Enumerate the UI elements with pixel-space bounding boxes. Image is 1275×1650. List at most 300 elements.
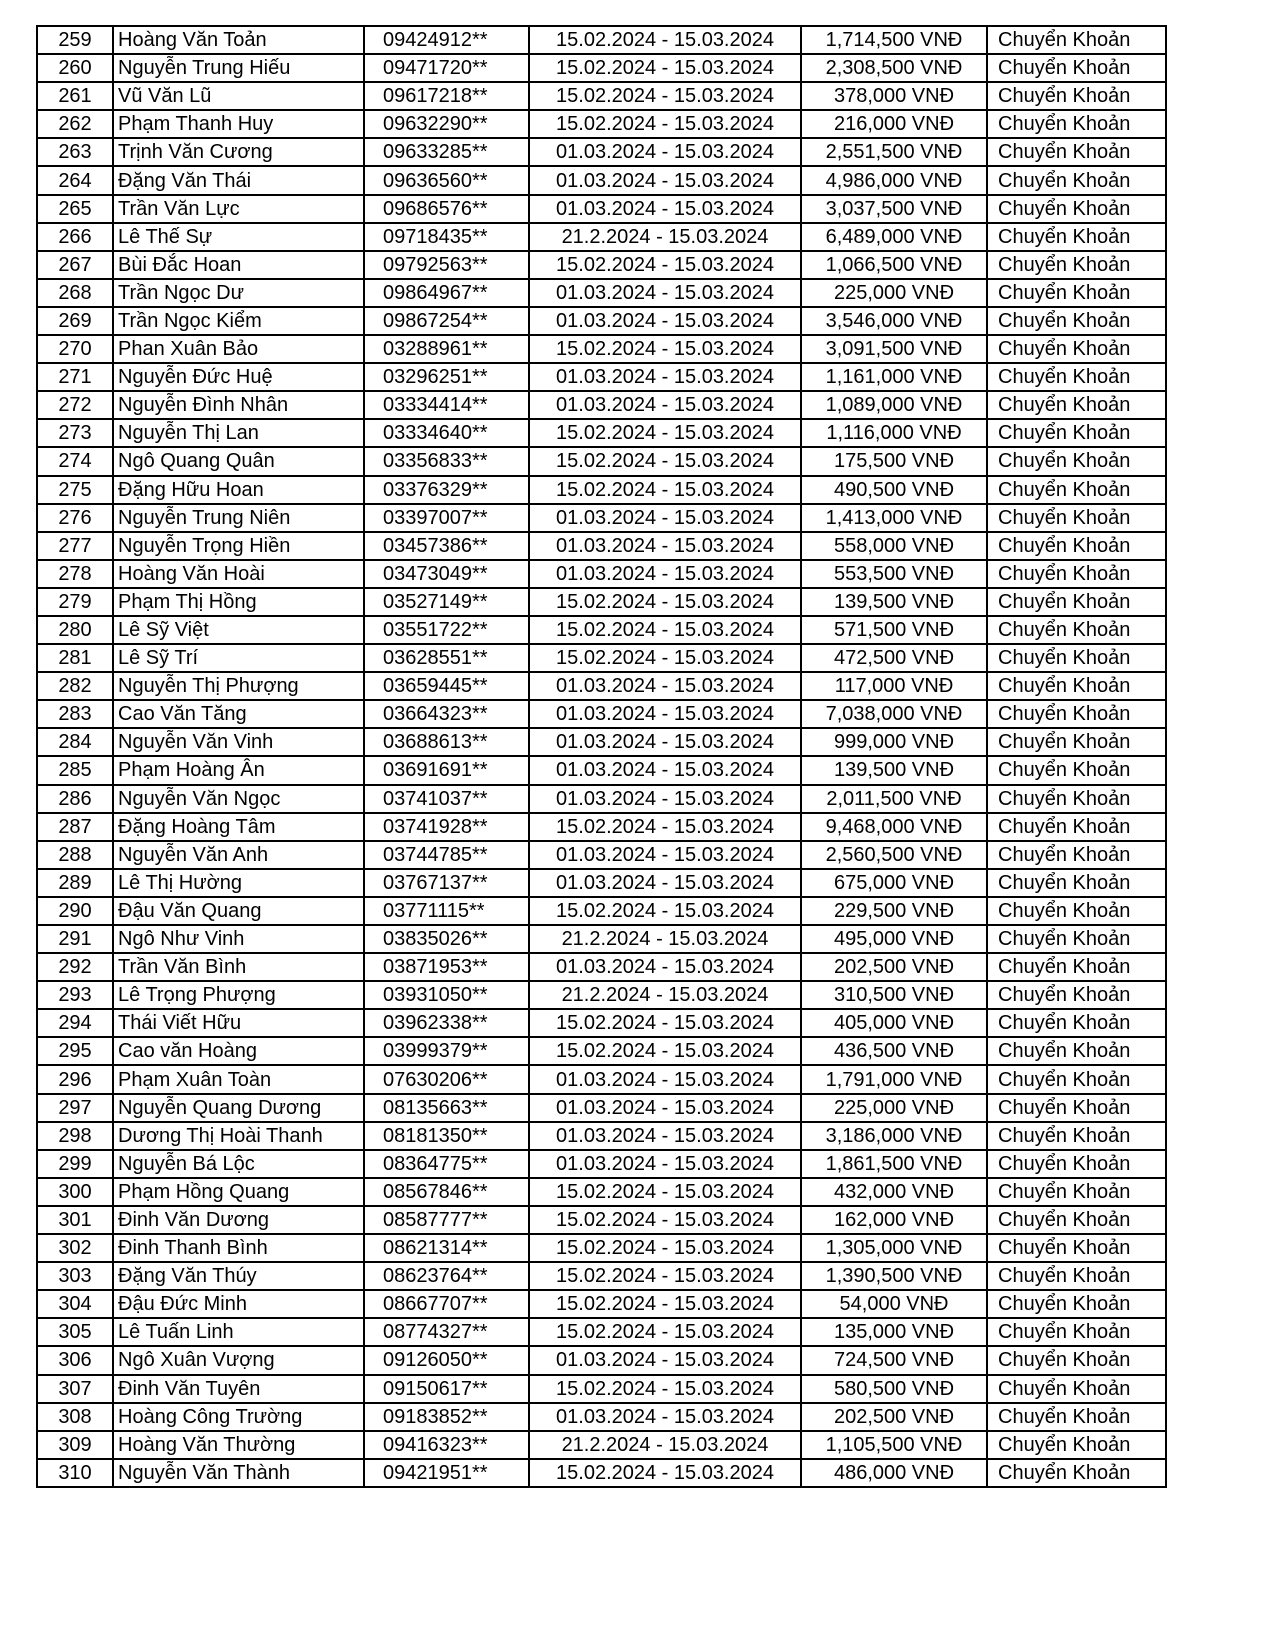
row-number-cell: 260 bbox=[37, 54, 113, 82]
payment-method-cell: Chuyển Khoản bbox=[987, 897, 1166, 925]
phone-cell: 09792563** bbox=[364, 251, 529, 279]
table-row bbox=[37, 195, 1166, 223]
table-row bbox=[37, 1150, 1166, 1178]
table-row bbox=[37, 756, 1166, 784]
payment-method-cell: Chuyển Khoản bbox=[987, 335, 1166, 363]
row-number-cell: 268 bbox=[37, 279, 113, 307]
name-cell: Nguyễn Văn Anh bbox=[113, 841, 364, 869]
row-number-cell: 275 bbox=[37, 476, 113, 504]
amount-cell: 472,500 VNĐ bbox=[801, 644, 987, 672]
amount-cell: 1,161,000 VNĐ bbox=[801, 363, 987, 391]
table-row bbox=[37, 953, 1166, 981]
phone-cell: 09718435** bbox=[364, 223, 529, 251]
payment-method-cell: Chuyển Khoản bbox=[987, 1431, 1166, 1459]
row-number-cell: 271 bbox=[37, 363, 113, 391]
amount-cell: 7,038,000 VNĐ bbox=[801, 700, 987, 728]
period-cell: 15.02.2024 - 15.03.2024 bbox=[529, 1234, 801, 1262]
phone-cell: 09632290** bbox=[364, 110, 529, 138]
table-row bbox=[37, 1094, 1166, 1122]
name-cell: Nguyễn Trọng Hiền bbox=[113, 532, 364, 560]
phone-cell: 03473049** bbox=[364, 560, 529, 588]
table-row bbox=[37, 307, 1166, 335]
amount-cell: 2,551,500 VNĐ bbox=[801, 138, 987, 166]
row-number-cell: 303 bbox=[37, 1262, 113, 1290]
table-row bbox=[37, 1009, 1166, 1037]
name-cell: Phạm Thị Hồng bbox=[113, 588, 364, 616]
amount-cell: 378,000 VNĐ bbox=[801, 82, 987, 110]
table-row bbox=[37, 588, 1166, 616]
table-row bbox=[37, 54, 1166, 82]
phone-cell: 09864967** bbox=[364, 279, 529, 307]
payment-method-cell: Chuyển Khoản bbox=[987, 981, 1166, 1009]
amount-cell: 139,500 VNĐ bbox=[801, 588, 987, 616]
period-cell: 15.02.2024 - 15.03.2024 bbox=[529, 110, 801, 138]
table-row bbox=[37, 138, 1166, 166]
name-cell: Phạm Thanh Huy bbox=[113, 110, 364, 138]
name-cell: Phạm Hồng Quang bbox=[113, 1178, 364, 1206]
row-number-cell: 267 bbox=[37, 251, 113, 279]
period-cell: 01.03.2024 - 15.03.2024 bbox=[529, 363, 801, 391]
payment-method-cell: Chuyển Khoản bbox=[987, 616, 1166, 644]
amount-cell: 1,116,000 VNĐ bbox=[801, 419, 987, 447]
phone-cell: 03376329** bbox=[364, 476, 529, 504]
name-cell: Vũ Văn Lũ bbox=[113, 82, 364, 110]
row-number-cell: 300 bbox=[37, 1178, 113, 1206]
amount-cell: 571,500 VNĐ bbox=[801, 616, 987, 644]
table-row bbox=[37, 925, 1166, 953]
row-number-cell: 278 bbox=[37, 560, 113, 588]
amount-cell: 216,000 VNĐ bbox=[801, 110, 987, 138]
row-number-cell: 261 bbox=[37, 82, 113, 110]
table-row bbox=[37, 560, 1166, 588]
payment-method-cell: Chuyển Khoản bbox=[987, 532, 1166, 560]
table-row bbox=[37, 251, 1166, 279]
phone-cell: 03457386** bbox=[364, 532, 529, 560]
payment-method-cell: Chuyển Khoản bbox=[987, 1290, 1166, 1318]
amount-cell: 580,500 VNĐ bbox=[801, 1375, 987, 1403]
payment-method-cell: Chuyển Khoản bbox=[987, 672, 1166, 700]
amount-cell: 724,500 VNĐ bbox=[801, 1346, 987, 1374]
name-cell: Bùi Đắc Hoan bbox=[113, 251, 364, 279]
period-cell: 15.02.2024 - 15.03.2024 bbox=[529, 26, 801, 54]
row-number-cell: 296 bbox=[37, 1065, 113, 1093]
name-cell: Đậu Đức Minh bbox=[113, 1290, 364, 1318]
row-number-cell: 299 bbox=[37, 1150, 113, 1178]
payment-method-cell: Chuyển Khoản bbox=[987, 1346, 1166, 1374]
table-row bbox=[37, 504, 1166, 532]
payment-method-cell: Chuyển Khoản bbox=[987, 1094, 1166, 1122]
period-cell: 15.02.2024 - 15.03.2024 bbox=[529, 419, 801, 447]
table-row bbox=[37, 616, 1166, 644]
row-number-cell: 277 bbox=[37, 532, 113, 560]
name-cell: Nguyễn Thị Phượng bbox=[113, 672, 364, 700]
phone-cell: 08774327** bbox=[364, 1318, 529, 1346]
period-cell: 01.03.2024 - 15.03.2024 bbox=[529, 1346, 801, 1374]
amount-cell: 162,000 VNĐ bbox=[801, 1206, 987, 1234]
payment-method-cell: Chuyển Khoản bbox=[987, 588, 1166, 616]
amount-cell: 1,105,500 VNĐ bbox=[801, 1431, 987, 1459]
period-cell: 15.02.2024 - 15.03.2024 bbox=[529, 335, 801, 363]
period-cell: 01.03.2024 - 15.03.2024 bbox=[529, 532, 801, 560]
payment-method-cell: Chuyển Khoản bbox=[987, 1009, 1166, 1037]
name-cell: Nguyễn Trung Hiếu bbox=[113, 54, 364, 82]
amount-cell: 490,500 VNĐ bbox=[801, 476, 987, 504]
name-cell: Hoàng Văn Hoài bbox=[113, 560, 364, 588]
amount-cell: 6,489,000 VNĐ bbox=[801, 223, 987, 251]
payment-method-cell: Chuyển Khoản bbox=[987, 476, 1166, 504]
period-cell: 01.03.2024 - 15.03.2024 bbox=[529, 728, 801, 756]
name-cell: Cao Văn Tăng bbox=[113, 700, 364, 728]
payment-method-cell: Chuyển Khoản bbox=[987, 785, 1166, 813]
table-row bbox=[37, 981, 1166, 1009]
amount-cell: 1,861,500 VNĐ bbox=[801, 1150, 987, 1178]
period-cell: 15.02.2024 - 15.03.2024 bbox=[529, 54, 801, 82]
amount-cell: 229,500 VNĐ bbox=[801, 897, 987, 925]
table-row bbox=[37, 897, 1166, 925]
payment-method-cell: Chuyển Khoản bbox=[987, 1206, 1166, 1234]
period-cell: 15.02.2024 - 15.03.2024 bbox=[529, 1178, 801, 1206]
payment-table bbox=[36, 25, 1167, 1488]
phone-cell: 09617218** bbox=[364, 82, 529, 110]
row-number-cell: 298 bbox=[37, 1122, 113, 1150]
period-cell: 01.03.2024 - 15.03.2024 bbox=[529, 1122, 801, 1150]
name-cell: Đặng Hữu Hoan bbox=[113, 476, 364, 504]
phone-cell: 08621314** bbox=[364, 1234, 529, 1262]
phone-cell: 09686576** bbox=[364, 195, 529, 223]
phone-cell: 09126050** bbox=[364, 1346, 529, 1374]
period-cell: 01.03.2024 - 15.03.2024 bbox=[529, 195, 801, 223]
name-cell: Nguyễn Đức Huệ bbox=[113, 363, 364, 391]
table-row bbox=[37, 1037, 1166, 1065]
phone-cell: 09424912** bbox=[364, 26, 529, 54]
amount-cell: 1,714,500 VNĐ bbox=[801, 26, 987, 54]
phone-cell: 03551722** bbox=[364, 616, 529, 644]
amount-cell: 139,500 VNĐ bbox=[801, 756, 987, 784]
amount-cell: 486,000 VNĐ bbox=[801, 1459, 987, 1487]
payment-method-cell: Chuyển Khoản bbox=[987, 953, 1166, 981]
period-cell: 01.03.2024 - 15.03.2024 bbox=[529, 279, 801, 307]
amount-cell: 2,560,500 VNĐ bbox=[801, 841, 987, 869]
table-row bbox=[37, 166, 1166, 194]
name-cell: Đặng Văn Thái bbox=[113, 166, 364, 194]
phone-cell: 03334414** bbox=[364, 391, 529, 419]
name-cell: Trần Văn Lực bbox=[113, 195, 364, 223]
name-cell: Ngô Xuân Vượng bbox=[113, 1346, 364, 1374]
row-number-cell: 285 bbox=[37, 756, 113, 784]
name-cell: Trần Văn Bình bbox=[113, 953, 364, 981]
table-row bbox=[37, 335, 1166, 363]
amount-cell: 1,305,000 VNĐ bbox=[801, 1234, 987, 1262]
name-cell: Lê Trọng Phượng bbox=[113, 981, 364, 1009]
period-cell: 01.03.2024 - 15.03.2024 bbox=[529, 504, 801, 532]
payment-method-cell: Chuyển Khoản bbox=[987, 391, 1166, 419]
name-cell: Trịnh Văn Cương bbox=[113, 138, 364, 166]
table-row bbox=[37, 1403, 1166, 1431]
period-cell: 15.02.2024 - 15.03.2024 bbox=[529, 616, 801, 644]
name-cell: Đặng Hoàng Tâm bbox=[113, 813, 364, 841]
row-number-cell: 304 bbox=[37, 1290, 113, 1318]
payment-method-cell: Chuyển Khoản bbox=[987, 813, 1166, 841]
period-cell: 21.2.2024 - 15.03.2024 bbox=[529, 1431, 801, 1459]
phone-cell: 03527149** bbox=[364, 588, 529, 616]
phone-cell: 09633285** bbox=[364, 138, 529, 166]
period-cell: 15.02.2024 - 15.03.2024 bbox=[529, 1206, 801, 1234]
table-row bbox=[37, 813, 1166, 841]
payment-method-cell: Chuyển Khoản bbox=[987, 1065, 1166, 1093]
phone-cell: 08567846** bbox=[364, 1178, 529, 1206]
period-cell: 21.2.2024 - 15.03.2024 bbox=[529, 223, 801, 251]
name-cell: Nguyễn Đình Nhân bbox=[113, 391, 364, 419]
row-number-cell: 301 bbox=[37, 1206, 113, 1234]
table-row bbox=[37, 419, 1166, 447]
amount-cell: 558,000 VNĐ bbox=[801, 532, 987, 560]
row-number-cell: 297 bbox=[37, 1094, 113, 1122]
row-number-cell: 293 bbox=[37, 981, 113, 1009]
table-row bbox=[37, 785, 1166, 813]
payment-method-cell: Chuyển Khoản bbox=[987, 307, 1166, 335]
name-cell: Nguyễn Văn Vinh bbox=[113, 728, 364, 756]
phone-cell: 07630206** bbox=[364, 1065, 529, 1093]
table-row bbox=[37, 26, 1166, 54]
name-cell: Thái Viết Hữu bbox=[113, 1009, 364, 1037]
payment-method-cell: Chuyển Khoản bbox=[987, 54, 1166, 82]
table-row bbox=[37, 1178, 1166, 1206]
amount-cell: 436,500 VNĐ bbox=[801, 1037, 987, 1065]
phone-cell: 03999379** bbox=[364, 1037, 529, 1065]
payment-method-cell: Chuyển Khoản bbox=[987, 560, 1166, 588]
phone-cell: 09471720** bbox=[364, 54, 529, 82]
amount-cell: 405,000 VNĐ bbox=[801, 1009, 987, 1037]
phone-cell: 09867254** bbox=[364, 307, 529, 335]
phone-cell: 09421951** bbox=[364, 1459, 529, 1487]
row-number-cell: 307 bbox=[37, 1375, 113, 1403]
period-cell: 15.02.2024 - 15.03.2024 bbox=[529, 897, 801, 925]
phone-cell: 03767137** bbox=[364, 869, 529, 897]
phone-cell: 03962338** bbox=[364, 1009, 529, 1037]
phone-cell: 09150617** bbox=[364, 1375, 529, 1403]
row-number-cell: 289 bbox=[37, 869, 113, 897]
row-number-cell: 291 bbox=[37, 925, 113, 953]
payment-method-cell: Chuyển Khoản bbox=[987, 869, 1166, 897]
period-cell: 01.03.2024 - 15.03.2024 bbox=[529, 672, 801, 700]
row-number-cell: 272 bbox=[37, 391, 113, 419]
payment-method-cell: Chuyển Khoản bbox=[987, 110, 1166, 138]
name-cell: Nguyễn Bá Lộc bbox=[113, 1150, 364, 1178]
period-cell: 21.2.2024 - 15.03.2024 bbox=[529, 981, 801, 1009]
table-row bbox=[37, 110, 1166, 138]
table-row bbox=[37, 869, 1166, 897]
name-cell: Lê Tuấn Linh bbox=[113, 1318, 364, 1346]
period-cell: 15.02.2024 - 15.03.2024 bbox=[529, 1375, 801, 1403]
period-cell: 01.03.2024 - 15.03.2024 bbox=[529, 756, 801, 784]
period-cell: 01.03.2024 - 15.03.2024 bbox=[529, 785, 801, 813]
row-number-cell: 309 bbox=[37, 1431, 113, 1459]
table-row bbox=[37, 1234, 1166, 1262]
payment-method-cell: Chuyển Khoản bbox=[987, 1234, 1166, 1262]
name-cell: Đặng Văn Thúy bbox=[113, 1262, 364, 1290]
row-number-cell: 310 bbox=[37, 1459, 113, 1487]
table-row bbox=[37, 841, 1166, 869]
table-row bbox=[37, 1122, 1166, 1150]
amount-cell: 1,089,000 VNĐ bbox=[801, 391, 987, 419]
phone-cell: 03628551** bbox=[364, 644, 529, 672]
name-cell: Lê Sỹ Trí bbox=[113, 644, 364, 672]
table-row bbox=[37, 672, 1166, 700]
payment-method-cell: Chuyển Khoản bbox=[987, 1150, 1166, 1178]
amount-cell: 3,546,000 VNĐ bbox=[801, 307, 987, 335]
phone-cell: 08667707** bbox=[364, 1290, 529, 1318]
payment-method-cell: Chuyển Khoản bbox=[987, 1375, 1166, 1403]
row-number-cell: 263 bbox=[37, 138, 113, 166]
amount-cell: 225,000 VNĐ bbox=[801, 1094, 987, 1122]
period-cell: 15.02.2024 - 15.03.2024 bbox=[529, 251, 801, 279]
payment-method-cell: Chuyển Khoản bbox=[987, 223, 1166, 251]
period-cell: 15.02.2024 - 15.03.2024 bbox=[529, 813, 801, 841]
name-cell: Dương Thị Hoài Thanh bbox=[113, 1122, 364, 1150]
table-row bbox=[37, 644, 1166, 672]
amount-cell: 2,308,500 VNĐ bbox=[801, 54, 987, 82]
row-number-cell: 279 bbox=[37, 588, 113, 616]
period-cell: 15.02.2024 - 15.03.2024 bbox=[529, 588, 801, 616]
row-number-cell: 286 bbox=[37, 785, 113, 813]
table-row bbox=[37, 1290, 1166, 1318]
name-cell: Nguyễn Quang Dương bbox=[113, 1094, 364, 1122]
phone-cell: 03356833** bbox=[364, 447, 529, 475]
period-cell: 01.03.2024 - 15.03.2024 bbox=[529, 307, 801, 335]
amount-cell: 432,000 VNĐ bbox=[801, 1178, 987, 1206]
phone-cell: 08364775** bbox=[364, 1150, 529, 1178]
name-cell: Ngô Như Vinh bbox=[113, 925, 364, 953]
name-cell: Trần Ngọc Dư bbox=[113, 279, 364, 307]
row-number-cell: 280 bbox=[37, 616, 113, 644]
name-cell: Nguyễn Trung Niên bbox=[113, 504, 364, 532]
row-number-cell: 266 bbox=[37, 223, 113, 251]
table-row bbox=[37, 1431, 1166, 1459]
row-number-cell: 306 bbox=[37, 1346, 113, 1374]
payment-method-cell: Chuyển Khoản bbox=[987, 195, 1166, 223]
period-cell: 01.03.2024 - 15.03.2024 bbox=[529, 1150, 801, 1178]
amount-cell: 225,000 VNĐ bbox=[801, 279, 987, 307]
table-row bbox=[37, 447, 1166, 475]
amount-cell: 202,500 VNĐ bbox=[801, 953, 987, 981]
row-number-cell: 295 bbox=[37, 1037, 113, 1065]
table-row bbox=[37, 391, 1166, 419]
row-number-cell: 302 bbox=[37, 1234, 113, 1262]
row-number-cell: 262 bbox=[37, 110, 113, 138]
amount-cell: 3,091,500 VNĐ bbox=[801, 335, 987, 363]
payment-method-cell: Chuyển Khoản bbox=[987, 1403, 1166, 1431]
name-cell: Nguyễn Văn Ngọc bbox=[113, 785, 364, 813]
phone-cell: 03931050** bbox=[364, 981, 529, 1009]
table-row bbox=[37, 223, 1166, 251]
period-cell: 01.03.2024 - 15.03.2024 bbox=[529, 1094, 801, 1122]
name-cell: Phạm Xuân Toàn bbox=[113, 1065, 364, 1093]
amount-cell: 1,791,000 VNĐ bbox=[801, 1065, 987, 1093]
name-cell: Hoàng Văn Thường bbox=[113, 1431, 364, 1459]
table-row bbox=[37, 1459, 1166, 1487]
phone-cell: 03871953** bbox=[364, 953, 529, 981]
row-number-cell: 265 bbox=[37, 195, 113, 223]
phone-cell: 03664323** bbox=[364, 700, 529, 728]
period-cell: 01.03.2024 - 15.03.2024 bbox=[529, 560, 801, 588]
period-cell: 01.03.2024 - 15.03.2024 bbox=[529, 138, 801, 166]
phone-cell: 09416323** bbox=[364, 1431, 529, 1459]
payment-method-cell: Chuyển Khoản bbox=[987, 756, 1166, 784]
amount-cell: 4,986,000 VNĐ bbox=[801, 166, 987, 194]
name-cell: Ngô Quang Quân bbox=[113, 447, 364, 475]
amount-cell: 202,500 VNĐ bbox=[801, 1403, 987, 1431]
row-number-cell: 264 bbox=[37, 166, 113, 194]
amount-cell: 1,066,500 VNĐ bbox=[801, 251, 987, 279]
period-cell: 15.02.2024 - 15.03.2024 bbox=[529, 1318, 801, 1346]
table-row bbox=[37, 1206, 1166, 1234]
row-number-cell: 288 bbox=[37, 841, 113, 869]
table-row bbox=[37, 279, 1166, 307]
amount-cell: 175,500 VNĐ bbox=[801, 447, 987, 475]
payment-method-cell: Chuyển Khoản bbox=[987, 419, 1166, 447]
amount-cell: 1,413,000 VNĐ bbox=[801, 504, 987, 532]
phone-cell: 03835026** bbox=[364, 925, 529, 953]
payment-method-cell: Chuyển Khoản bbox=[987, 363, 1166, 391]
row-number-cell: 273 bbox=[37, 419, 113, 447]
table-row bbox=[37, 363, 1166, 391]
period-cell: 01.03.2024 - 15.03.2024 bbox=[529, 953, 801, 981]
period-cell: 15.02.2024 - 15.03.2024 bbox=[529, 644, 801, 672]
name-cell: Phan Xuân Bảo bbox=[113, 335, 364, 363]
name-cell: Đinh Văn Dương bbox=[113, 1206, 364, 1234]
period-cell: 01.03.2024 - 15.03.2024 bbox=[529, 700, 801, 728]
row-number-cell: 283 bbox=[37, 700, 113, 728]
payment-table-body bbox=[37, 26, 1166, 1487]
period-cell: 15.02.2024 - 15.03.2024 bbox=[529, 1037, 801, 1065]
amount-cell: 135,000 VNĐ bbox=[801, 1318, 987, 1346]
table-row bbox=[37, 476, 1166, 504]
payment-method-cell: Chuyển Khoản bbox=[987, 1318, 1166, 1346]
payment-method-cell: Chuyển Khoản bbox=[987, 279, 1166, 307]
table-row bbox=[37, 1318, 1166, 1346]
payment-method-cell: Chuyển Khoản bbox=[987, 447, 1166, 475]
name-cell: Nguyễn Văn Thành bbox=[113, 1459, 364, 1487]
period-cell: 15.02.2024 - 15.03.2024 bbox=[529, 476, 801, 504]
period-cell: 01.03.2024 - 15.03.2024 bbox=[529, 1065, 801, 1093]
amount-cell: 999,000 VNĐ bbox=[801, 728, 987, 756]
table-row bbox=[37, 82, 1166, 110]
amount-cell: 553,500 VNĐ bbox=[801, 560, 987, 588]
payment-method-cell: Chuyển Khoản bbox=[987, 841, 1166, 869]
payment-method-cell: Chuyển Khoản bbox=[987, 1262, 1166, 1290]
phone-cell: 03288961** bbox=[364, 335, 529, 363]
row-number-cell: 269 bbox=[37, 307, 113, 335]
row-number-cell: 259 bbox=[37, 26, 113, 54]
row-number-cell: 287 bbox=[37, 813, 113, 841]
period-cell: 15.02.2024 - 15.03.2024 bbox=[529, 1290, 801, 1318]
name-cell: Cao văn Hoàng bbox=[113, 1037, 364, 1065]
name-cell: Đậu Văn Quang bbox=[113, 897, 364, 925]
row-number-cell: 308 bbox=[37, 1403, 113, 1431]
name-cell: Trần Ngọc Kiểm bbox=[113, 307, 364, 335]
amount-cell: 310,500 VNĐ bbox=[801, 981, 987, 1009]
amount-cell: 2,011,500 VNĐ bbox=[801, 785, 987, 813]
phone-cell: 03771115** bbox=[364, 897, 529, 925]
period-cell: 15.02.2024 - 15.03.2024 bbox=[529, 82, 801, 110]
name-cell: Lê Thế Sự bbox=[113, 223, 364, 251]
period-cell: 15.02.2024 - 15.03.2024 bbox=[529, 1009, 801, 1037]
table-row bbox=[37, 1262, 1166, 1290]
table-row bbox=[37, 1375, 1166, 1403]
phone-cell: 08587777** bbox=[364, 1206, 529, 1234]
payment-method-cell: Chuyển Khoản bbox=[987, 1037, 1166, 1065]
row-number-cell: 290 bbox=[37, 897, 113, 925]
